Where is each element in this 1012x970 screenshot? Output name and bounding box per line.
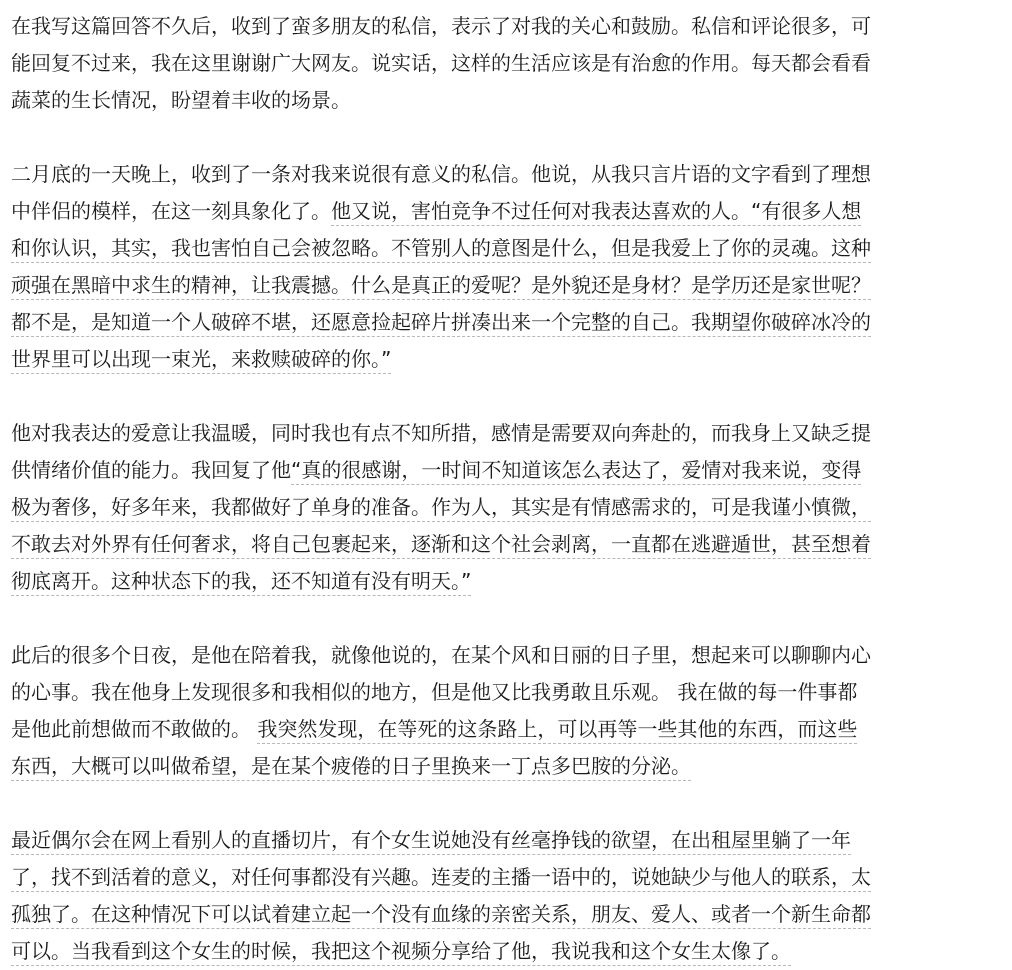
underlined-highlight[interactable]: 彻底离开。这种状态下的我，还不知道有没有明天。”	[11, 569, 471, 596]
text-line	[11, 156, 1012, 193]
text-line	[11, 230, 1012, 267]
text-segment: 能回复不过来，我在这里谢谢广大网友。说实话，这样的生活应该是有治愈的作用。每天都会看看	[11, 51, 871, 75]
underlined-highlight[interactable]: 不敢去对外界有任何奢求，将自己包裹起来，逐渐和这个社会剥离，一直都在逃避遁世，甚至想着	[11, 532, 871, 559]
text-line	[11, 933, 1012, 970]
text-segment: 是他此前想做而不敢做的。	[11, 717, 258, 741]
underlined-highlight[interactable]: 顽强在黑暗中求生的精神，让我震撼。什么是真正的爱呢？是外貌还是身材？是学历还是家世呢？	[11, 273, 871, 300]
text-line	[11, 896, 1012, 933]
text-segment: 供情绪价值的能力。我回复了他	[11, 458, 291, 482]
underlined-highlight[interactable]: 我突然发现，在等死的这条路上，可以再等一些其他的东西，而这些	[257, 717, 857, 744]
underlined-highlight[interactable]: 可以。当我看到这个女生的时候，我把这个视频分享给了他，我说我和这个女生太像了。	[11, 939, 791, 966]
text-line	[11, 341, 1012, 378]
underlined-highlight[interactable]: 了，找不到活着的意义，对任何事都没有兴趣。连麦的主播一语中的，说她缺少与他人的联系，太	[11, 865, 871, 892]
text-line	[11, 267, 1012, 304]
article-body	[0, 8, 1012, 970]
text-line	[11, 711, 1012, 748]
paragraph	[11, 637, 1012, 785]
text-line	[11, 674, 1012, 711]
text-segment: 蔬菜的生长情况，盼望着丰收的场景。	[11, 88, 351, 112]
text-line	[11, 452, 1012, 489]
underlined-highlight[interactable]: 他又说，害怕竞争不过任何对我表达喜欢的人。“有很多人想	[331, 199, 861, 226]
text-segment: 的心事。我在他身上发现很多和我相似的地方，但是他又比我勇敢且乐观。 我在做的每一件事都	[11, 680, 858, 704]
paragraph	[11, 415, 1012, 600]
underlined-highlight[interactable]: 最近偶尔会在网上看别人的直播切片，有个女生说她没有丝毫挣钱的欲望，在出租屋里躺了一年	[11, 828, 851, 855]
text-line	[11, 822, 1012, 859]
underlined-highlight[interactable]: 极为奢侈，好多年来，我都做好了单身的准备。作为人，其实是有情感需求的，可是我谨小慎微，	[11, 495, 871, 522]
paragraph	[11, 8, 1012, 119]
text-line	[11, 637, 1012, 674]
text-segment: 在我写这篇回答不久后，收到了蛮多朋友的私信，表示了对我的关心和鼓励。私信和评论很多，可	[11, 14, 871, 38]
underlined-highlight[interactable]: 东西，大概可以叫做希望，是在某个疲倦的日子里换来一丁点多巴胺的分泌。	[11, 754, 691, 781]
underlined-highlight[interactable]: 和你认识，其实，我也害怕自己会被忽略。不管别人的意图是什么，但是我爱上了你的灵魂。这种	[11, 236, 871, 263]
text-line	[11, 748, 1012, 785]
text-line	[11, 563, 1012, 600]
underlined-highlight[interactable]: 都不是，是知道一个人破碎不堪，还愿意捡起碎片拼凑出来一个完整的自己。我期望你破碎冰冷的	[11, 310, 871, 337]
underlined-highlight[interactable]: “真的很感谢，一时间不知道该怎么表达了，爱情对我来说，变得	[291, 458, 861, 485]
text-line	[11, 193, 1012, 230]
text-line	[11, 489, 1012, 526]
text-segment: 此后的很多个日夜，是他在陪着我，就像他说的，在某个风和日丽的日子里，想起来可以聊聊内心	[11, 643, 871, 667]
text-line	[11, 859, 1012, 896]
underlined-highlight[interactable]: 孤独了。在这种情况下可以试着建立起一个没有血缘的亲密关系，朋友、爱人、或者一个新生命都	[11, 902, 871, 929]
underlined-highlight[interactable]: 世界里可以出现一束光，来救赎破碎的你。”	[11, 347, 391, 374]
text-line	[11, 8, 1012, 45]
text-segment: 他对我表达的爱意让我温暖，同时我也有点不知所措，感情是需要双向奔赴的，而我身上又缺乏提	[11, 421, 871, 445]
text-segment: 二月底的一天晚上，收到了一条对我来说很有意义的私信。他说，从我只言片语的文字看到了理想	[11, 162, 871, 186]
text-line	[11, 82, 1012, 119]
paragraph	[11, 156, 1012, 378]
text-segment: 中伴侣的模样，在这一刻具象化了。	[11, 199, 331, 223]
paragraph	[11, 822, 1012, 970]
text-line	[11, 415, 1012, 452]
text-line	[11, 526, 1012, 563]
text-line	[11, 304, 1012, 341]
text-line	[11, 45, 1012, 82]
